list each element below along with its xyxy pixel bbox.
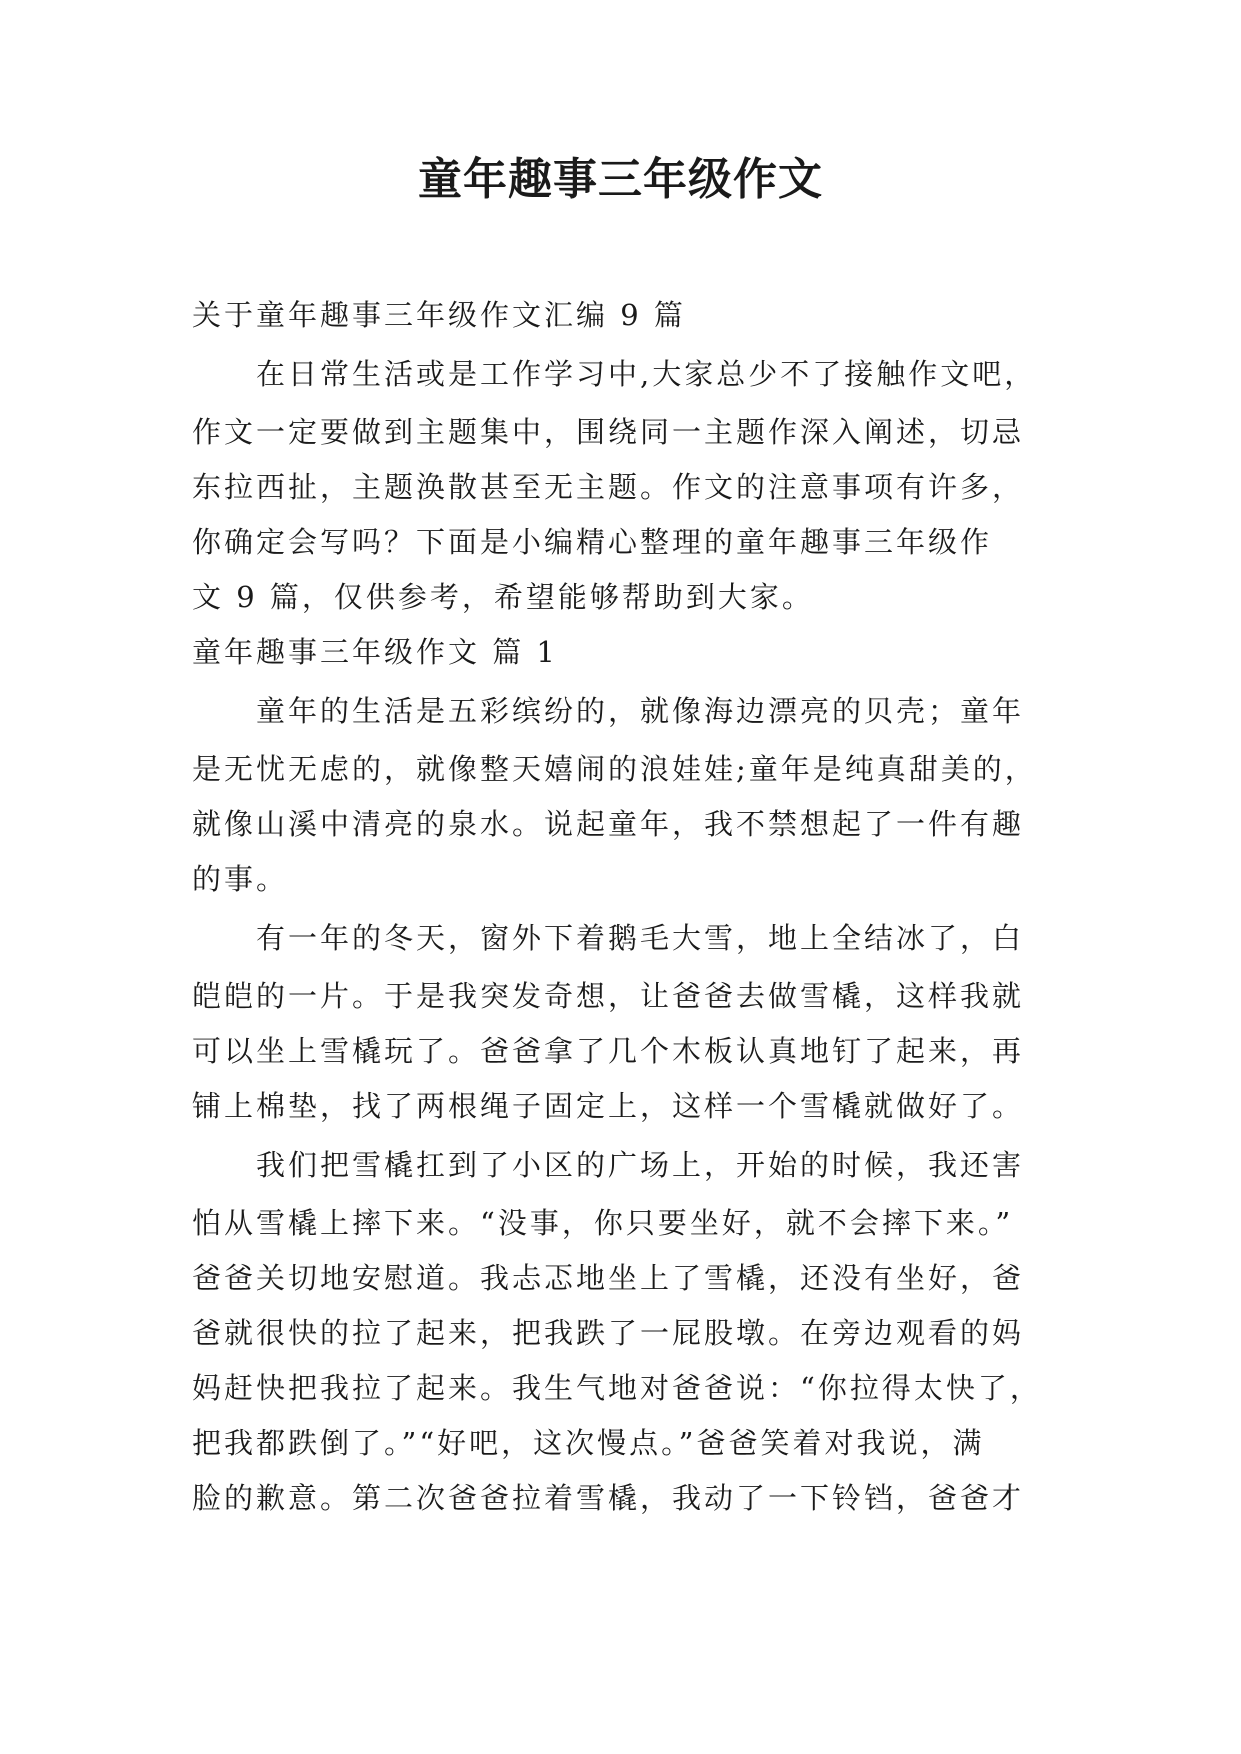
paragraph-line: 童年的生活是五彩缤纷的，就像海边漂亮的贝壳；童年 [256, 694, 1025, 728]
paragraph-line: 皑皑的一片。于是我突发奇想，让爸爸去做雪橇，这样我就 [192, 979, 1025, 1013]
paragraph-line: 就像山溪中清亮的泉水。说起童年，我不禁想起了一件有趣 [192, 807, 1025, 841]
document-body [192, 288, 1072, 1526]
paragraph-line: 怕从雪橇上摔下来。“没事，你只要坐好，就不会摔下来。” [192, 1206, 1014, 1240]
paragraph-line: 是无忧无虑的，就像整天嬉闹的浪娃娃;童年是纯真甜美的， [192, 752, 1037, 786]
paragraph-line: 把我都跌倒了。”“好吧，这次慢点。”爸爸笑着对我说，满 [192, 1426, 985, 1460]
paragraph-line: 有一年的冬天，窗外下着鹅毛大雪，地上全结冰了，白 [256, 921, 1025, 955]
paragraph-line: 的事。 [192, 862, 289, 896]
paragraph-2 [192, 907, 1072, 1134]
section-heading: 童年趣事三年级作文 篇 1 [192, 635, 558, 669]
paragraph-line: 铺上棉垫，找了两根绳子固定上，这样一个雪橇就做好了。 [192, 1089, 1025, 1123]
document-title: 童年趣事三年级作文 [418, 154, 823, 205]
paragraph-1 [192, 680, 1072, 907]
paragraph-line: 妈赶快把我拉了起来。我生气地对爸爸说：“你拉得太快了， [192, 1371, 1042, 1405]
paragraph-line: 爸就很快的拉了起来，把我跌了一屁股墩。在旁边观看的妈 [192, 1316, 1025, 1350]
paragraph-line: 文 9 篇，仅供参考，希望能够帮助到大家。 [192, 580, 814, 614]
paragraph-3 [192, 1134, 1072, 1526]
intro-paragraph [192, 343, 1072, 625]
paragraph-line: 东拉西扯，主题涣散甚至无主题。作文的注意事项有许多， [192, 470, 1025, 504]
paragraph-line: 我们把雪橇扛到了小区的广场上，开始的时候，我还害 [256, 1148, 1025, 1182]
paragraph-line: 脸的歉意。第二次爸爸拉着雪橇，我动了一下铃铛，爸爸才 [192, 1481, 1025, 1515]
paragraph-line: 爸爸关切地安慰道。我忐忑地坐上了雪橇，还没有坐好，爸 [192, 1261, 1025, 1295]
paragraph-line: 在日常生活或是工作学习中,大家总少不了接触作文吧， [256, 357, 1037, 391]
paragraph-line: 作文一定要做到主题集中，围绕同一主题作深入阐述，切忌 [192, 415, 1025, 449]
paragraph-line: 可以坐上雪橇玩了。爸爸拿了几个木板认真地钉了起来，再 [192, 1034, 1025, 1068]
document-subtitle: 关于童年趣事三年级作文汇编 9 篇 [192, 298, 686, 332]
paragraph-line: 你确定会写吗？下面是小编精心整理的童年趣事三年级作 [192, 525, 993, 559]
